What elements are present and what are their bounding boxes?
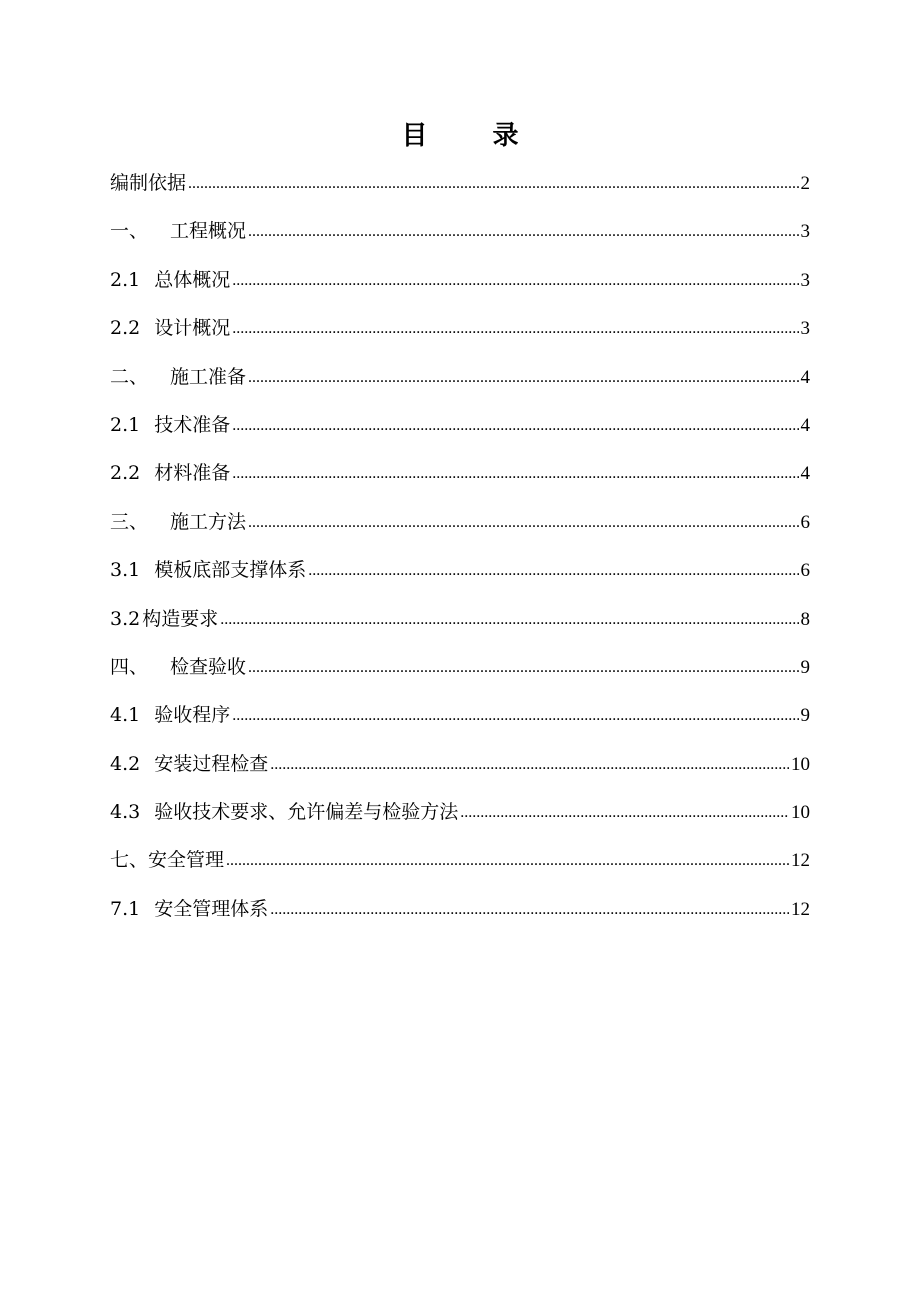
toc-entry[interactable] bbox=[110, 843, 810, 891]
toc-entry-number: 3.2 bbox=[110, 607, 141, 630]
toc-entry[interactable] bbox=[110, 602, 810, 650]
toc-dot-leader bbox=[226, 844, 789, 878]
toc-entry-text bbox=[110, 360, 246, 394]
toc-entry-number: 4.3 bbox=[110, 801, 141, 824]
toc-entry-number: 4.2 bbox=[110, 752, 141, 775]
toc-entry-text bbox=[110, 892, 268, 926]
toc-entry[interactable] bbox=[110, 795, 810, 843]
toc-entry-number: 2.1 bbox=[110, 268, 141, 291]
toc-entry[interactable] bbox=[110, 553, 810, 601]
toc-dot-leader bbox=[220, 603, 798, 637]
toc-entry-text bbox=[110, 747, 268, 781]
toc-entry[interactable] bbox=[110, 263, 810, 311]
toc-entry-label: 模板底部支撑体系 bbox=[154, 559, 307, 582]
toc-entry-text bbox=[110, 166, 186, 200]
toc-entry-text bbox=[110, 408, 230, 442]
toc-entry-label: 设计概况 bbox=[154, 317, 231, 340]
toc-entry-text bbox=[110, 795, 458, 829]
toc-entry-text bbox=[110, 263, 230, 297]
toc-entry-number: 三、 bbox=[110, 510, 149, 533]
toc-entry-text bbox=[110, 843, 224, 877]
toc-dot-leader bbox=[270, 893, 789, 927]
toc-page-number: 3 bbox=[800, 269, 810, 291]
toc-dot-leader bbox=[270, 748, 789, 782]
toc-entry-number: 4.1 bbox=[110, 704, 141, 727]
toc-page-number: 2 bbox=[800, 173, 810, 194]
toc-entry-label: 总体概况 bbox=[154, 268, 231, 291]
toc-page-number: 8 bbox=[800, 608, 810, 630]
toc-entry-label: 施工方法 bbox=[170, 510, 247, 533]
toc-entry[interactable] bbox=[110, 456, 810, 504]
toc-entry-text bbox=[110, 602, 218, 636]
toc-entry-number: 3.1 bbox=[110, 559, 141, 582]
toc-entry-label: 编制依据 bbox=[110, 172, 187, 194]
toc-dot-leader bbox=[232, 699, 798, 733]
toc-entry-number: 7.1 bbox=[110, 897, 141, 920]
table-of-contents bbox=[110, 166, 810, 940]
toc-entry-number: 七、 bbox=[110, 849, 149, 872]
toc-page-number: 6 bbox=[800, 560, 810, 582]
toc-dot-leader bbox=[248, 651, 798, 685]
toc-entry[interactable] bbox=[110, 698, 810, 746]
toc-dot-leader bbox=[232, 457, 798, 491]
toc-entry-label: 验收程序 bbox=[154, 704, 231, 727]
toc-entry-number: 2.2 bbox=[110, 317, 141, 340]
toc-entry[interactable] bbox=[110, 166, 810, 214]
toc-entry[interactable] bbox=[110, 360, 810, 408]
toc-dot-leader bbox=[248, 506, 798, 540]
toc-dot-leader bbox=[232, 409, 798, 443]
toc-entry-text bbox=[110, 698, 230, 732]
toc-page-number: 12 bbox=[791, 898, 810, 920]
toc-entry[interactable] bbox=[110, 650, 810, 698]
toc-page-number: 3 bbox=[800, 221, 810, 243]
toc-page-number: 4 bbox=[800, 366, 810, 388]
toc-entry-label: 安装过程检查 bbox=[154, 752, 269, 775]
toc-entry-text bbox=[110, 553, 306, 587]
toc-entry-label: 材料准备 bbox=[154, 462, 231, 485]
toc-entry-label: 验收技术要求、允许偏差与检验方法 bbox=[154, 801, 459, 824]
toc-entry-text bbox=[110, 505, 246, 539]
page-title: 目 录 bbox=[401, 121, 547, 151]
toc-dot-leader bbox=[232, 312, 798, 346]
toc-entry-label: 工程概况 bbox=[170, 220, 247, 243]
toc-entry[interactable] bbox=[110, 747, 810, 795]
toc-entry-number: 二、 bbox=[110, 365, 149, 388]
toc-entry-label: 安全管理 bbox=[148, 849, 225, 872]
toc-page-number: 6 bbox=[800, 511, 810, 533]
toc-entry[interactable] bbox=[110, 311, 810, 359]
toc-entry-label: 技术准备 bbox=[154, 413, 231, 436]
toc-entry-label: 安全管理体系 bbox=[154, 897, 269, 920]
toc-page-number: 4 bbox=[800, 414, 810, 436]
toc-entry[interactable] bbox=[110, 505, 810, 553]
toc-dot-leader bbox=[460, 796, 789, 830]
toc-entry-text bbox=[110, 456, 230, 490]
toc-entry[interactable] bbox=[110, 892, 810, 940]
toc-dot-leader bbox=[308, 554, 798, 588]
toc-entry-number: 2.1 bbox=[110, 413, 141, 436]
toc-page-number: 10 bbox=[791, 802, 810, 824]
toc-entry-label: 施工准备 bbox=[170, 365, 247, 388]
toc-dot-leader bbox=[232, 264, 798, 298]
toc-dot-leader bbox=[188, 167, 798, 201]
toc-entry-text bbox=[110, 311, 230, 345]
toc-page-number: 10 bbox=[791, 753, 810, 775]
toc-dot-leader bbox=[248, 361, 798, 395]
toc-page-number: 4 bbox=[800, 463, 810, 485]
toc-entry-label: 构造要求 bbox=[142, 607, 219, 630]
toc-entry-number: 一、 bbox=[110, 220, 149, 243]
toc-page-number: 9 bbox=[800, 656, 810, 678]
toc-page-number: 12 bbox=[791, 850, 810, 872]
toc-entry[interactable] bbox=[110, 214, 810, 262]
toc-entry[interactable] bbox=[110, 408, 810, 456]
toc-page-number: 9 bbox=[800, 705, 810, 727]
toc-dot-leader bbox=[248, 215, 798, 249]
toc-page-number: 3 bbox=[800, 318, 810, 340]
toc-entry-text bbox=[110, 214, 246, 248]
toc-entry-number: 四、 bbox=[110, 655, 149, 678]
toc-entry-label: 检查验收 bbox=[170, 655, 247, 678]
toc-entry-text bbox=[110, 650, 246, 684]
toc-entry-number: 2.2 bbox=[110, 462, 141, 485]
